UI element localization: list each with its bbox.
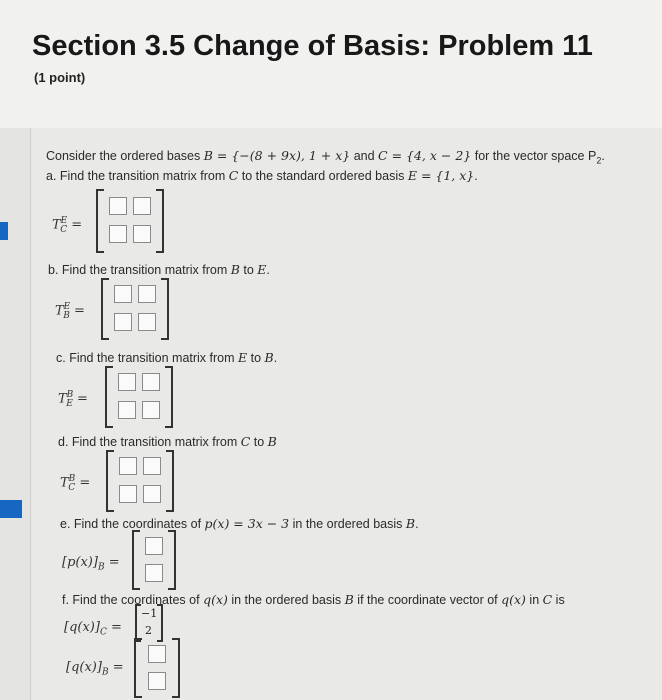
part-a-mid: to the standard ordered basis <box>238 169 408 183</box>
intro-suffix: for the vector space P <box>471 149 597 163</box>
vector-label-e <box>62 555 120 573</box>
matrix-b-cell-12[interactable] <box>138 285 156 303</box>
t-symbol: T <box>58 391 67 407</box>
vector-e-cell-1[interactable] <box>145 537 163 555</box>
label-sub: E <box>66 398 73 409</box>
part-e-mid: in the ordered basis <box>289 517 406 531</box>
label-main: [p(x)] <box>62 555 98 570</box>
given-vector <box>135 604 163 642</box>
part-b-text: b. Find the transition matrix from <box>48 263 231 277</box>
equals-sign: = <box>69 303 85 319</box>
matrix-label-c <box>58 390 88 409</box>
part-d-c: C <box>240 434 251 449</box>
intro-dot: . <box>601 149 605 163</box>
left-bracket <box>96 189 104 253</box>
part-a-question <box>46 168 478 183</box>
matrix-c-cell-11[interactable] <box>118 373 136 391</box>
label-sup: B <box>66 390 74 400</box>
label-sup: E <box>63 302 71 312</box>
left-bracket <box>101 278 109 340</box>
t-symbol: T <box>55 303 64 319</box>
left-bracket <box>132 530 140 590</box>
matrix-label-a <box>52 216 82 235</box>
active-indicator <box>0 222 8 240</box>
right-bracket <box>166 450 174 512</box>
label-sub: C <box>99 627 107 638</box>
part-f-b: B <box>344 592 354 607</box>
page-title: Section 3.5 Change of Basis: Problem 11 <box>32 30 593 62</box>
label-sub: B <box>97 562 105 573</box>
vector-e-cell-2[interactable] <box>145 564 163 582</box>
given-vector-entry-1: −1 <box>141 607 158 620</box>
vector-f-cell-2[interactable] <box>148 672 166 690</box>
matrix-a-cell-21[interactable] <box>109 225 127 243</box>
matrix-b-cell-21[interactable] <box>114 313 132 331</box>
part-e-question <box>60 516 419 531</box>
matrix-a-cell-11[interactable] <box>109 197 127 215</box>
poly-q-2: q(x) <box>501 592 526 607</box>
part-e-b: B <box>405 516 416 531</box>
matrix-b-cell-22[interactable] <box>138 313 156 331</box>
equals-sign: = <box>108 660 124 675</box>
right-bracket <box>157 604 163 642</box>
label-main: [q(x)] <box>66 660 102 675</box>
part-b-question <box>48 262 270 277</box>
points-label: (1 point) <box>34 70 86 85</box>
label-main: [q(x)] <box>64 620 100 635</box>
left-bracket <box>134 638 142 698</box>
left-bracket <box>106 450 114 512</box>
label-sub: C <box>60 224 68 235</box>
equals-sign: = <box>75 475 91 491</box>
active-indicator <box>0 500 22 518</box>
matrix-b <box>101 278 169 340</box>
part-f-is: is <box>552 593 565 607</box>
label-sub: B <box>63 310 70 321</box>
label-sup: E <box>60 216 68 226</box>
matrix-d-cell-12[interactable] <box>143 457 161 475</box>
matrix-d-cell-11[interactable] <box>119 457 137 475</box>
vector-label-f <box>66 660 124 678</box>
part-f-in: in <box>525 593 543 607</box>
part-a-text: a. Find the transition matrix from <box>46 169 229 183</box>
given-vector-entry-2: 2 <box>145 624 152 637</box>
given-vector-label <box>64 620 122 638</box>
part-a-e: E = {1, x} <box>407 168 475 183</box>
matrix-c-cell-21[interactable] <box>118 401 136 419</box>
polynomial-p: p(x) = 3x − 3 <box>204 516 290 531</box>
matrix-c-cell-22[interactable] <box>142 401 160 419</box>
matrix-label-b <box>55 302 85 321</box>
t-symbol: T <box>60 475 69 491</box>
intro-text: Consider the ordered bases <box>46 149 204 163</box>
matrix-a-cell-12[interactable] <box>133 197 151 215</box>
part-c-text: c. Find the transition matrix from <box>56 351 239 365</box>
part-a-c: C <box>228 168 239 183</box>
equals-sign: = <box>67 217 83 233</box>
matrix-label-d <box>60 474 90 493</box>
part-b-dot: . <box>266 263 270 277</box>
matrix-d <box>106 450 174 512</box>
equals-sign: = <box>104 555 120 570</box>
left-bracket <box>105 366 113 428</box>
equals-sign: = <box>72 391 88 407</box>
basis-b: B = {−(8 + 9x), 1 + x} <box>203 148 351 163</box>
matrix-b-cell-11[interactable] <box>114 285 132 303</box>
part-b-e: E <box>257 262 267 277</box>
vector-f-cell-1[interactable] <box>148 645 166 663</box>
part-b-b: B <box>230 262 240 277</box>
part-c-dot: . <box>273 351 278 365</box>
part-f-text: f. Find the coordinates of <box>62 593 204 607</box>
right-bracket <box>165 366 173 428</box>
part-c-b: B <box>264 350 274 365</box>
part-d-text: d. Find the transition matrix from <box>58 435 241 449</box>
matrix-c-cell-12[interactable] <box>142 373 160 391</box>
part-f-mid2: if the coordinate vector of <box>353 593 502 607</box>
vector-f <box>134 638 180 698</box>
label-sub: B <box>101 667 109 678</box>
equals-sign: = <box>106 620 122 635</box>
matrix-c <box>105 366 173 428</box>
right-bracket <box>168 530 176 590</box>
space-subscript: 2 <box>596 155 602 166</box>
intro-and: and <box>350 149 379 163</box>
basis-c: C = {4, x − 2} <box>378 148 472 163</box>
matrix-a-cell-22[interactable] <box>133 225 151 243</box>
label-sub: C <box>68 482 76 493</box>
part-d-mid: to <box>250 435 268 449</box>
part-c-mid: to <box>247 351 265 365</box>
part-c-question <box>56 350 277 365</box>
t-symbol: T <box>52 217 61 233</box>
right-bracket <box>156 189 164 253</box>
part-f-c: C <box>542 592 553 607</box>
vector-e <box>132 530 176 590</box>
matrix-d-cell-21[interactable] <box>119 485 137 503</box>
matrix-a <box>96 189 164 253</box>
right-bracket <box>172 638 180 698</box>
part-d-b: B <box>267 434 277 449</box>
part-f-mid: in the ordered basis <box>227 593 345 607</box>
problem-intro <box>46 148 605 166</box>
part-a-dot: . <box>474 169 478 183</box>
part-e-dot: . <box>415 517 419 531</box>
label-sup: B <box>68 474 76 484</box>
part-c-e: E <box>238 350 248 365</box>
matrix-d-cell-22[interactable] <box>143 485 161 503</box>
problem-header <box>0 0 662 128</box>
right-bracket <box>161 278 169 340</box>
part-d-question <box>58 434 277 449</box>
part-e-text: e. Find the coordinates of <box>60 517 205 531</box>
part-b-mid: to <box>239 263 258 277</box>
poly-q: q(x) <box>203 592 228 607</box>
